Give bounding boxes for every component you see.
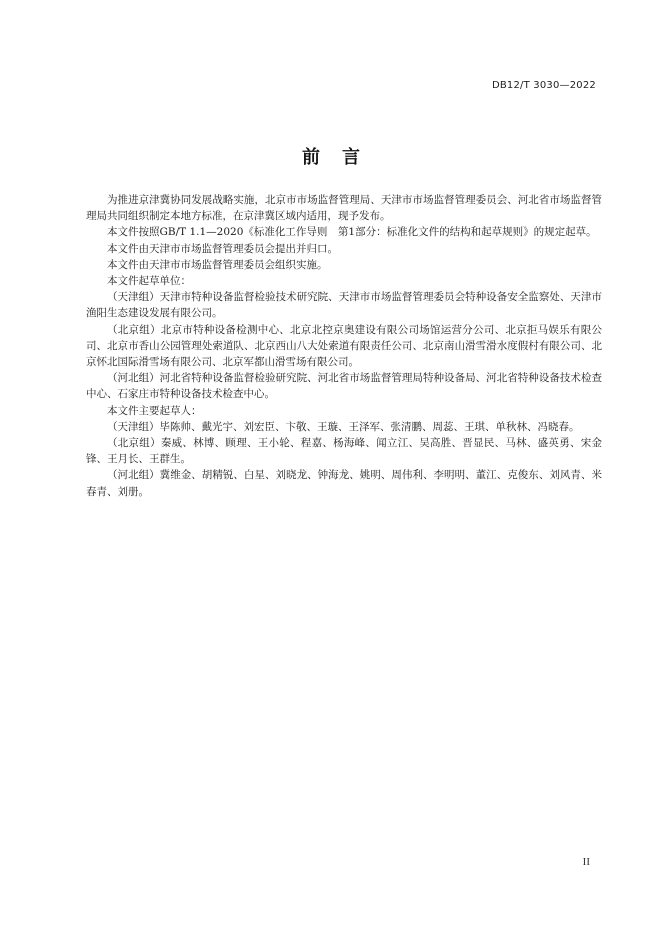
document-code: DB12/T 3030—2022	[491, 80, 596, 91]
paragraph-drafters-beijing: （北京组）秦威、林博、顾理、王小轮、程嘉、杨海峰、闻立江、吴高胜、晋显民、马林、盛英勇、宋金锋、王月长、王群生。	[86, 437, 602, 466]
paragraph-drafting-units-heading: 本文件起草单位：	[107, 275, 191, 288]
page-title: 前言	[302, 147, 382, 168]
foreword-body	[86, 192, 602, 500]
paragraph-drafters-heading: 本文件主要起草人：	[107, 404, 202, 417]
paragraph-drafters-hebei: （河北组）冀维金、胡精锐、白星、刘晓龙、钟海龙、姚明、周伟利、李明明、董江、克俊东、刘风青、米春青、刘册。	[86, 469, 602, 498]
paragraph-proposer: 本文件由天津市市场监督管理委员会提出并归口。	[107, 242, 338, 255]
paragraph-implementer: 本文件由天津市市场监督管理委员会组织实施。	[107, 258, 328, 271]
paragraph-drafters-tianjin: （天津组）毕陈帅、戴光宇、刘宏臣、卞敬、王璇、王泽军、张清鹏、周蕊、王琪、单秋林、冯晓春。	[107, 420, 580, 433]
paragraph-purpose: 为推进京津冀协同发展战略实施，北京市市场监督管理局、天津市市场监督管理委员会、河北省市场监督管理局共同组织制定本地方标准，在京津冀区域内适用，现予发布。	[86, 194, 602, 223]
paragraph-units-beijing: （北京组）北京市特种设备检测中心、北京北控京奥建设有限公司场馆运营分公司、北京拒马娱乐有限公司、北京市香山公园管理处索道队、北京西山八大处索道有限责任公司、北京南山滑雪滑水度假村有限公司、北京怀北国际滑雪场有限公司、北京军都山滑雪场有限公司。	[86, 323, 602, 369]
paragraph-units-tianjin: （天津组）天津市特种设备监督检验技术研究院、天津市市场监督管理委员会特种设备安全监察处、天津市渔阳生态建设发展有限公司。	[86, 291, 602, 320]
page-number: II	[582, 856, 590, 868]
paragraph-units-hebei: （河北组）河北省特种设备监督检验研究院、河北省市场监督管理局特种设备局、河北省特种设备技术检查中心、石家庄市特种设备技术检查中心。	[86, 372, 602, 401]
paragraph-drafting-rules: 本文件按照GB/T 1.1—2020《标准化工作导则 第1部分：标准化文件的结构和起草规则》的规定起草。	[107, 226, 597, 239]
